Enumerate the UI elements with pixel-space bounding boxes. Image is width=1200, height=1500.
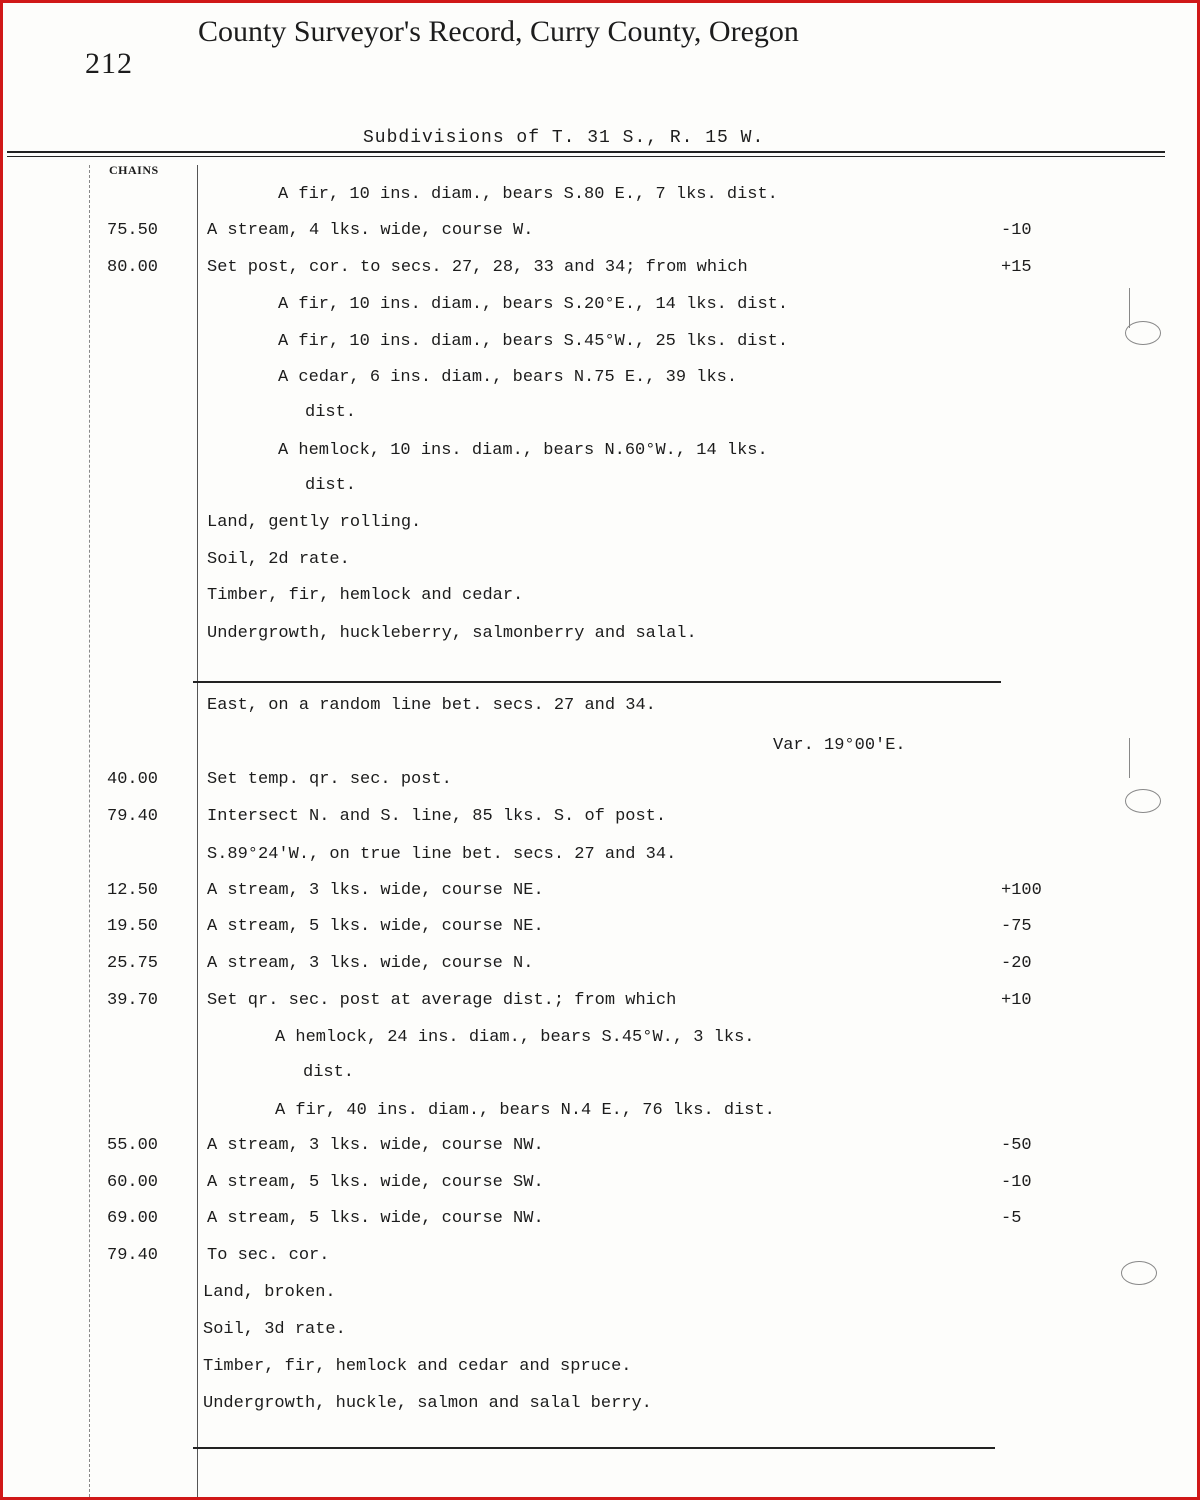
row-chain: 69.00 [107,1209,159,1228]
row-text: Set post, cor. to secs. 27, 28, 33 and 34; from which [207,258,748,277]
record-row [3,1209,1200,1243]
row-chain: 80.00 [107,258,159,277]
record-row [3,1063,1200,1097]
record-row [3,1357,1200,1391]
row-text: To sec. cor. [207,1246,330,1265]
row-chain: 79.40 [107,807,159,826]
row-text: A stream, 5 lks. wide, course NW. [207,1209,544,1228]
row-note: -10 [1001,1173,1032,1192]
row-text: Land, gently rolling. [207,513,422,532]
row-text: A stream, 5 lks. wide, course NE. [207,917,544,936]
row-chain: 39.70 [107,991,159,1010]
row-chain: 19.50 [107,917,159,936]
row-text: Intersect N. and S. line, 85 lks. S. of post. [207,807,667,826]
row-text: S.89°24'W., on true line bet. secs. 27 and 34. [207,845,677,864]
record-row [3,770,1200,804]
row-chain: 25.75 [107,954,159,973]
row-text: dist. [305,403,357,422]
record-row [3,368,1200,402]
record-row [3,1283,1200,1317]
record-row [3,332,1200,366]
record-row [3,1101,1200,1135]
record-row [3,736,1200,770]
record-row [3,185,1200,219]
row-text: A stream, 3 lks. wide, course NE. [207,881,544,900]
page-number: 212 [85,47,133,80]
row-text: A fir, 10 ins. diam., bears S.80 E., 7 lks. dist. [278,185,778,204]
page-title: County Surveyor's Record, Curry County, Oregon [198,15,799,48]
punch-hole-mark [1125,789,1161,813]
record-row [3,1136,1200,1170]
row-text: A hemlock, 10 ins. diam., bears N.60°W., 14 lks. [278,441,768,460]
header-rule [7,151,1165,157]
row-chain: 55.00 [107,1136,159,1155]
row-note: +100 [1001,881,1042,900]
row-text: Var. 19°00'E. [773,736,906,755]
record-row [3,1173,1200,1207]
row-text: A cedar, 6 ins. diam., bears N.75 E., 39 lks. [278,368,738,387]
row-text: A fir, 10 ins. diam., bears S.20°E., 14 lks. dist. [278,295,789,314]
record-row [3,513,1200,547]
row-text: A stream, 5 lks. wide, course SW. [207,1173,544,1192]
row-text: Set temp. qr. sec. post. [207,770,452,789]
record-row [3,476,1200,510]
record-row [3,1394,1200,1428]
record-row [3,917,1200,951]
row-note: -50 [1001,1136,1032,1155]
row-chain: 12.50 [107,881,159,900]
row-chain: 40.00 [107,770,159,789]
row-text: East, on a random line bet. secs. 27 and 34. [207,696,656,715]
punch-hole-mark [1125,321,1161,345]
chains-column-header: CHAINS [109,163,159,177]
row-text: A hemlock, 24 ins. diam., bears S.45°W., 3 lks. [275,1028,755,1047]
record-row [3,221,1200,255]
record-row [3,550,1200,584]
row-text: Timber, fir, hemlock and cedar. [207,586,524,605]
row-text: Undergrowth, huckleberry, salmonberry and salal. [207,624,697,643]
row-note: -5 [1001,1209,1022,1228]
row-text: Land, broken. [203,1283,336,1302]
row-chain: 79.40 [107,1246,159,1265]
row-note: -20 [1001,954,1032,973]
row-text: dist. [303,1063,355,1082]
record-row [3,258,1200,292]
record-row [3,1028,1200,1062]
record-row [3,1320,1200,1354]
row-chain: 75.50 [107,221,159,240]
record-row [3,807,1200,841]
row-note: +15 [1001,258,1032,277]
row-note: -75 [1001,917,1032,936]
row-text: Soil, 2d rate. [207,550,350,569]
record-row [3,881,1200,915]
row-text: Set qr. sec. post at average dist.; from which [207,991,677,1010]
row-text: A fir, 40 ins. diam., bears N.4 E., 76 lks. dist. [275,1101,775,1120]
record-row [3,696,1200,730]
record-row [3,586,1200,620]
row-text: dist. [305,476,357,495]
record-row [3,845,1200,879]
section-divider [193,1447,995,1449]
record-row [3,403,1200,437]
record-row [3,991,1200,1025]
section-divider [193,681,1001,683]
row-note: -10 [1001,221,1032,240]
record-row [3,954,1200,988]
row-text: A stream, 3 lks. wide, course NW. [207,1136,544,1155]
row-text: A stream, 3 lks. wide, course N. [207,954,534,973]
row-text: Undergrowth, huckle, salmon and salal berry. [203,1394,652,1413]
record-row [3,295,1200,329]
record-row [3,1246,1200,1280]
record-row [3,441,1200,475]
row-text: Soil, 3d rate. [203,1320,346,1339]
binding-mark [1129,288,1131,328]
record-row [3,624,1200,658]
row-note: +10 [1001,991,1032,1010]
binding-mark [1129,738,1131,778]
row-text: A fir, 10 ins. diam., bears S.45°W., 25 lks. dist. [278,332,789,351]
row-chain: 60.00 [107,1173,159,1192]
row-text: A stream, 4 lks. wide, course W. [207,221,534,240]
page-subtitle: Subdivisions of T. 31 S., R. 15 W. [363,128,765,148]
punch-hole-mark [1121,1261,1157,1285]
row-text: Timber, fir, hemlock and cedar and spruce. [203,1357,632,1376]
